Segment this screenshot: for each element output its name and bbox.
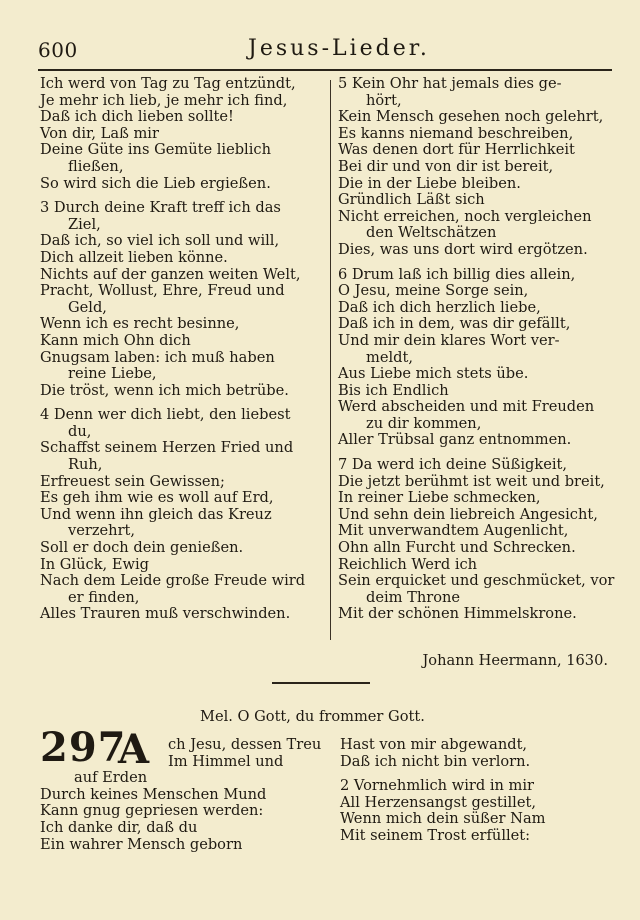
section-divider <box>272 682 370 684</box>
verse-line: er finden, <box>68 588 140 606</box>
verse-line: Werd abscheiden und mit Freuden <box>338 398 595 416</box>
verse-line: Nichts auf der ganzen weiten Welt, <box>40 265 301 283</box>
verse-line: Bis ich Endlich <box>338 381 449 399</box>
verse-line: Daß ich dich herzlich liebe, <box>338 298 541 316</box>
verse-line: Durch keines Menschen Mund <box>40 785 267 803</box>
page-number: 600 <box>38 38 78 62</box>
verse-line: meldt, <box>366 348 413 366</box>
verse-line: Die jetzt berühmt ist weit und breit, <box>338 472 605 490</box>
running-head: Jesus-Lieder. <box>248 36 430 61</box>
verse-line: 5 Kein Ohr hat jemals dies ge- <box>338 75 562 92</box>
verse-line: Je mehr ich lieb, je mehr ich find, <box>40 91 288 109</box>
verse-line: 6 Drum laß ich billig dies allein, <box>338 265 576 283</box>
drop-cap: A <box>118 726 150 773</box>
verse-line: den Weltschätzen <box>366 224 497 242</box>
verse-line: Aller Trübsal ganz entnommen. <box>338 431 572 449</box>
verse-line: zu dir kommen, <box>366 414 482 432</box>
verse-line: Bei dir und von dir ist bereit, <box>338 157 554 175</box>
verse-line: Daß ich nicht bin verlorn. <box>340 752 531 770</box>
verse-line: Pracht, Wollust, Ehre, Freud und <box>40 282 285 300</box>
verse-line: verzehrt, <box>68 522 136 540</box>
verse-line: Kann mich Ohn dich <box>40 331 191 349</box>
verse-line: Nach dem Leide große Freude wird <box>40 572 306 590</box>
verse-line: Sein erquicket und geschmücket, vor <box>338 572 615 590</box>
verse-line: Ohn alln Furcht und Schrecken. <box>338 539 576 557</box>
verse-line: Geld, <box>68 298 107 316</box>
verse-line: Dies, was uns dort wird ergötzen. <box>338 240 588 258</box>
verse-line: Kein Mensch gesehen noch gelehrt, <box>338 108 604 126</box>
verse-line: reine Liebe, <box>68 365 157 383</box>
verse-line: fließen, <box>68 157 124 175</box>
verse-line: deim Throne <box>366 588 461 606</box>
stanza <box>338 267 614 450</box>
stanza <box>338 457 614 623</box>
verse-line: Ruh, <box>68 456 103 474</box>
verse-line: Hast von mir abgewandt, <box>340 736 528 753</box>
verse-line: In Glück, Ewig <box>40 555 149 573</box>
verse-line: Gründlich Läßt sich <box>338 191 485 209</box>
verse-line: 3 Durch deine Kraft treff ich das <box>40 199 281 217</box>
hymn-297-left-column <box>40 737 324 853</box>
verse-line: Mit unverwandtem Augenlicht, <box>338 522 569 540</box>
verse-line: All Herzensangst gestillet, <box>340 793 536 811</box>
verse-line: Dich allzeit lieben könne. <box>40 248 228 266</box>
verse-line: Aus Liebe mich stets übe. <box>338 365 529 383</box>
verse-line: So wird sich die Lieb ergießen. <box>40 174 271 192</box>
verse-line: Schaffst seinem Herzen Fried und <box>40 439 294 457</box>
verse-line: Und wenn ihn gleich das Kreuz <box>40 505 272 523</box>
verse-line: Es geh ihm wie es woll auf Erd, <box>40 489 274 507</box>
verse-line: Wenn mich dein süßer Nam <box>340 810 546 828</box>
verse-line: du, <box>68 422 92 440</box>
author-attribution: Johann Heermann, 1630. <box>422 652 608 669</box>
verse-line: Was denen dort für Herrlichkeit <box>338 141 575 159</box>
verse-line: Ein wahrer Mensch geborn <box>40 835 243 853</box>
verse-line: Wenn ich es recht besinne, <box>40 315 240 333</box>
verse-line: hört, <box>366 91 402 109</box>
verse-line: Mit der schönen Himmelskrone. <box>338 605 577 623</box>
verse-line: Ich werd von Tag zu Tag entzündt, <box>40 75 296 92</box>
verse-line: Erfreuest sein Gewissen; <box>40 472 225 490</box>
verse-line: 7 Da werd ich deine Süßigkeit, <box>338 456 568 474</box>
stanza <box>40 200 322 399</box>
header-rule <box>38 69 612 71</box>
verse-line: Kann gnug gepriesen werden: <box>40 802 264 820</box>
verse-line: Daß ich, so viel ich soll und will, <box>40 232 280 250</box>
verse-line: Mit seinem Trost erfüllet: <box>340 826 531 844</box>
verse-line: Alles Trauren muß verschwinden. <box>40 605 291 623</box>
verse-line: Ziel, <box>68 215 101 233</box>
verse-line: Daß ich in dem, was dir gefällt, <box>338 315 571 333</box>
verse-line: ch Jesu, dessen Treu <box>168 736 322 753</box>
verse-line: auf Erden <box>74 769 148 787</box>
verse-line: Die tröst, wenn ich mich betrübe. <box>40 381 289 399</box>
verse-line: Im Himmel und <box>168 752 284 770</box>
verse-line: Gnugsam laben: ich muß haben <box>40 348 275 366</box>
stanza <box>40 76 322 192</box>
stanza <box>340 737 616 770</box>
verse-line: Und sehn dein liebreich Angesicht, <box>338 505 598 523</box>
stanza <box>40 407 322 623</box>
left-column <box>40 76 322 631</box>
hymn-297-right-column <box>340 737 616 853</box>
verse-line: Von dir, Laß mir <box>40 124 159 142</box>
verse-line: Und mir dein klares Wort ver- <box>338 331 560 349</box>
verse-line: Reichlich Werd ich <box>338 555 478 573</box>
verse-line: Nicht erreichen, noch vergleichen <box>338 207 592 225</box>
column-divider <box>330 80 331 640</box>
verse-line: Soll er doch dein genießen. <box>40 539 244 557</box>
verse-line: Ich danke dir, daß du <box>40 818 198 836</box>
melody-line: Mel. O Gott, du frommer Gott. <box>200 708 425 725</box>
verse-line: 2 Vornehmlich wird in mir <box>340 777 535 795</box>
verse-line: In reiner Liebe schmecken, <box>338 489 541 507</box>
verse-line: Deine Güte ins Gemüte lieblich <box>40 141 271 159</box>
hymn-number: 297 <box>40 724 127 771</box>
verse-line: O Jesu, meine Sorge sein, <box>338 282 529 300</box>
stanza <box>338 76 614 259</box>
verse-line: Daß ich dich lieben sollte! <box>40 108 234 126</box>
verse-line: Es kanns niemand beschreiben, <box>338 124 574 142</box>
right-column <box>338 76 614 631</box>
stanza <box>340 778 616 844</box>
verse-line: 4 Denn wer dich liebt, den liebest <box>40 406 291 424</box>
verse-line: Die in der Liebe bleiben. <box>338 174 521 192</box>
